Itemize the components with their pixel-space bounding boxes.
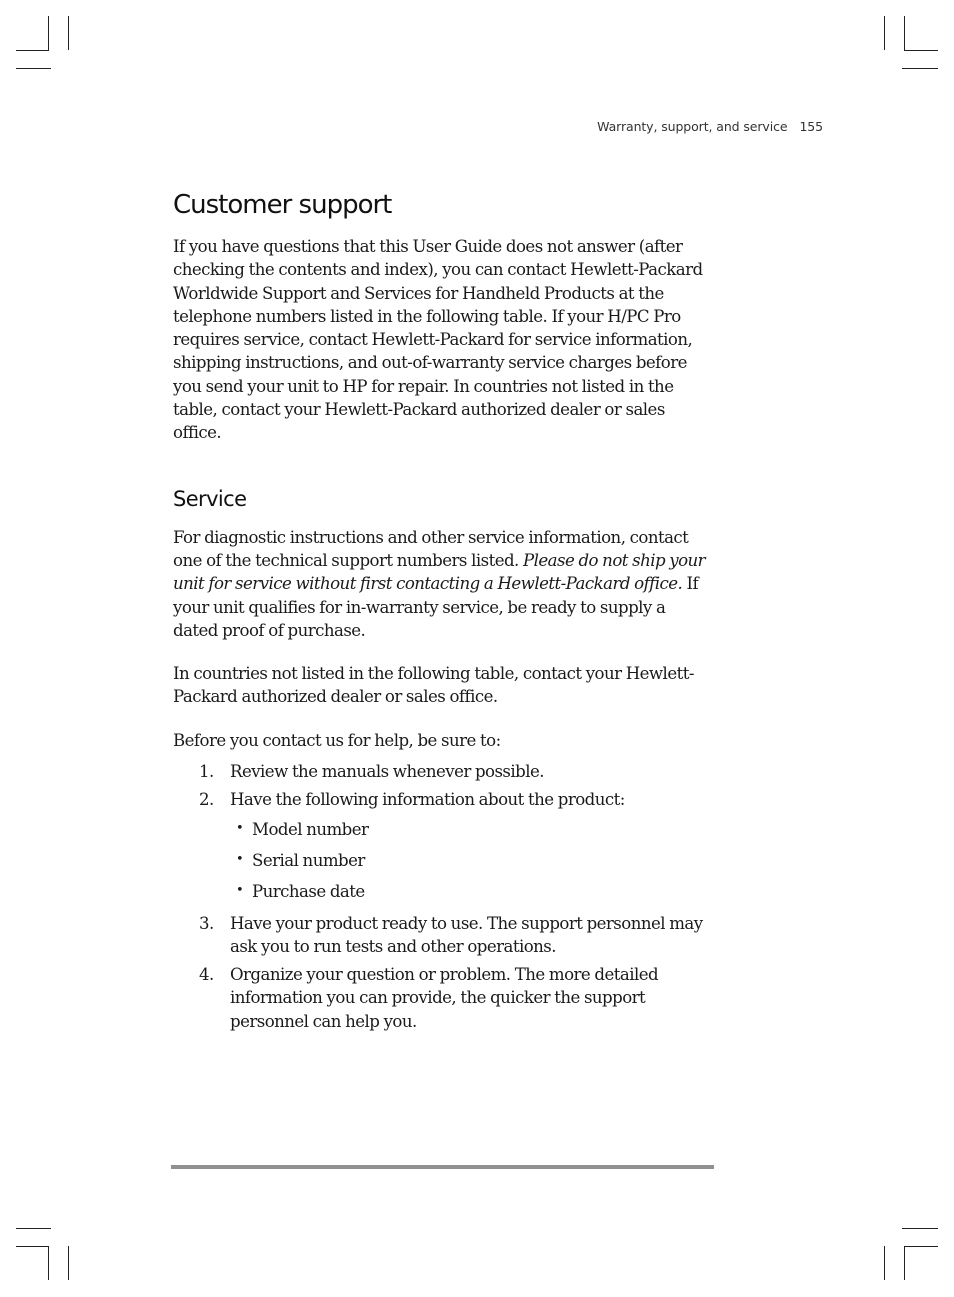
step-number: 3. [199, 913, 214, 933]
crop-mark [16, 1246, 49, 1247]
product-info-list [230, 818, 713, 904]
step-number: 1. [199, 762, 214, 782]
bullet-text: Serial number [252, 850, 365, 870]
bullet-item [230, 849, 713, 872]
bullet-item [230, 880, 713, 903]
crop-mark [48, 1246, 49, 1280]
bullet-text: Model number [252, 819, 369, 839]
crop-mark [68, 1246, 69, 1280]
customer-support-paragraph: If you have questions that this User Guide does not answer (after checking the contents and index), you can contact Hewlett-Packard Worldwide Support and Services for Handheld Products at the telephone numbers listed in the following table. If your H/PC Pro requires service, contact Hewlett-Packard for service information, shipping instructions, and out-of-warranty service charges before you send your unit to HP for repair. In countries not listed in the table, contact your Hewlett-Packard authorized dealer or sales office. [173, 237, 703, 443]
checklist [173, 760, 713, 1033]
running-head-section: Warranty, support, and service [597, 119, 788, 134]
crop-mark [16, 50, 49, 51]
step-text: Organize your question or problem. The more detailed information you can provide, the quicker the support personnel can help you. [230, 965, 659, 1031]
checklist-item [173, 788, 713, 903]
checklist-item [173, 760, 713, 783]
bullet-icon: • [236, 820, 244, 836]
running-head [560, 119, 823, 134]
step-text: Have the following information about the product: [230, 790, 625, 810]
customer-support-heading: Customer support [173, 190, 392, 220]
service-paragraph-1 [173, 526, 713, 642]
step-text: Review the manuals whenever possible. [230, 762, 544, 782]
crop-mark [884, 1246, 885, 1280]
service-p1-italic: Please do not ship your unit for service without first contacting a Hewlett-Packard office. [173, 550, 706, 594]
page-number: 155 [799, 119, 823, 134]
step-number: 4. [199, 965, 214, 985]
crop-mark [884, 16, 885, 50]
step-number: 2. [199, 790, 214, 810]
crop-mark [904, 16, 905, 50]
bottom-rule [171, 1165, 714, 1169]
bullet-text: Purchase date [252, 882, 365, 902]
page-content [173, 188, 713, 1038]
crop-mark [902, 1228, 938, 1229]
crop-mark [904, 50, 938, 51]
bullet-icon: • [236, 883, 244, 899]
crop-mark [16, 1228, 51, 1229]
crop-mark [904, 1246, 938, 1247]
service-heading: Service [173, 486, 247, 511]
service-paragraph-2: In countries not listed in the following table, contact your Hewlett-Packard authorized dealer or sales office. [173, 664, 694, 707]
crop-mark [16, 68, 51, 69]
crop-mark [68, 16, 69, 50]
crop-mark [904, 1246, 905, 1280]
step-text: Have your product ready to use. The support personnel may ask you to run tests and other operations. [230, 913, 703, 956]
service-p1-end: If your unit qualifies for in-warranty service, be ready to supply a dated proof of purchase. [173, 574, 699, 640]
service-p1-start: For diagnostic instructions and other service information, contact one of the technical support numbers listed. [173, 527, 689, 570]
checklist-item [173, 912, 713, 959]
bullet-icon: • [236, 851, 244, 867]
bullet-item [230, 818, 713, 841]
crop-mark [902, 68, 938, 69]
checklist-item [173, 963, 713, 1033]
service-paragraph-3: Before you contact us for help, be sure to: [173, 730, 501, 750]
crop-mark [48, 16, 49, 50]
